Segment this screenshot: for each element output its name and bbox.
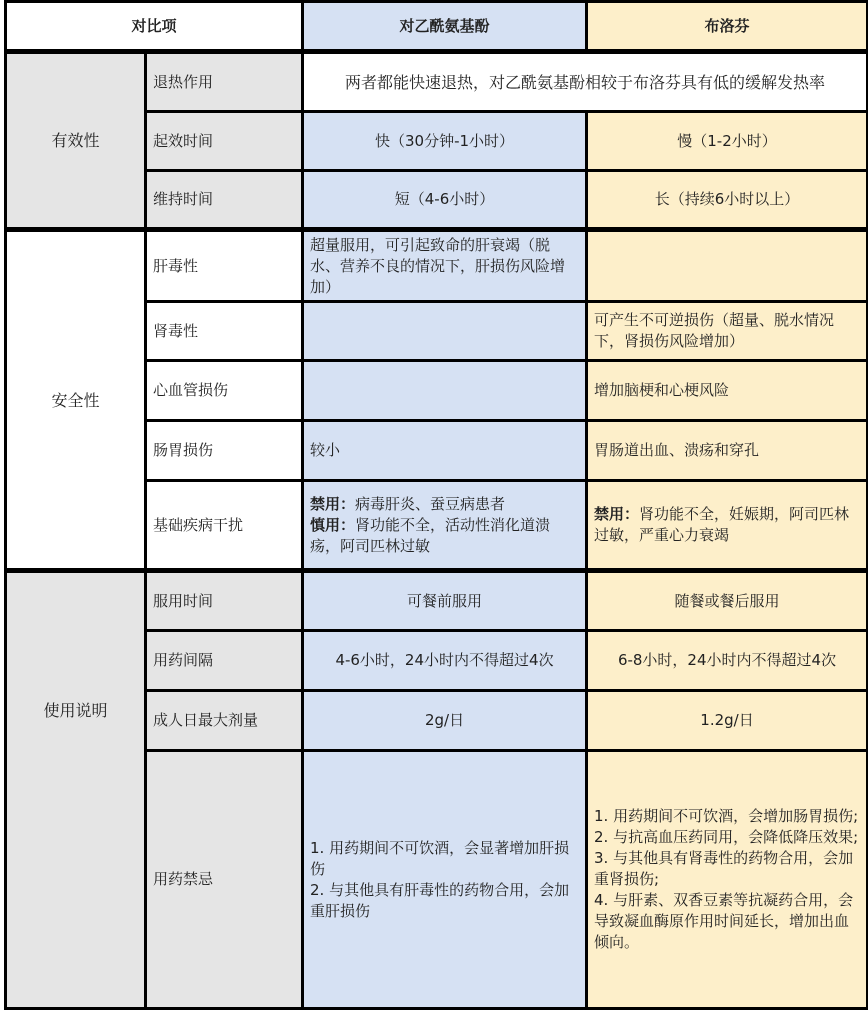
drug-a-value: 4-6小时，24小时内不得超过4次 xyxy=(303,631,587,691)
category-usage-label: 使用说明 xyxy=(43,700,108,720)
drug-b-value: 增加脑梗和心梗风险 xyxy=(587,361,868,421)
item-label: 心血管损伤 xyxy=(146,361,303,421)
drug-a-value: 超量服用，可引起致命的肝衰竭（脱水、营养不良的情况下，肝损伤风险增加） xyxy=(303,230,587,302)
drug-b-value: 长（持续6小时以上） xyxy=(587,171,868,230)
drug-a-value: 可餐前服用 xyxy=(303,571,587,631)
item-label: 成人日最大剂量 xyxy=(146,691,303,751)
category-efficacy: 有效性 xyxy=(6,52,146,230)
drug-b-value: 可产生不可逆损伤（超量、脱水情况下，肾损伤风险增加） xyxy=(587,302,868,361)
drug-b-value: 1.2g/日 xyxy=(587,691,868,751)
caution-line xyxy=(310,515,579,557)
drug-b-value: 慢（1-2小时） xyxy=(587,112,868,171)
drug-a-value xyxy=(303,302,587,361)
shared-value: 两者都能快速退热，对乙酰氨基酚相较于布洛芬具有低的缓解发热率 xyxy=(303,52,868,112)
drug-comparison-table xyxy=(4,0,868,1010)
contraindication-item: 2. 与抗高血压药同用，会降低降压效果; xyxy=(594,828,859,846)
contraindication-line xyxy=(310,494,579,515)
drug-b-value: 胃肠道出血、溃疡和穿孔 xyxy=(587,421,868,481)
item-label: 肾毒性 xyxy=(146,302,303,361)
table-row xyxy=(6,230,868,302)
header-compare-item: 对比项 xyxy=(6,2,303,52)
category-usage xyxy=(6,571,146,1009)
drug-a-value: 短（4-6小时） xyxy=(303,171,587,230)
caution-text: 肾功能不全，活动性消化道溃疡，阿司匹林过敏 xyxy=(310,515,551,555)
table-row xyxy=(6,52,868,112)
drug-a-value: 2g/日 xyxy=(303,691,587,751)
item-label: 用药间隔 xyxy=(146,631,303,691)
contraindication-line xyxy=(594,504,860,546)
drug-b-value xyxy=(587,230,868,302)
contraindicated-label: 禁用： xyxy=(594,505,640,523)
item-label: 肝毒性 xyxy=(146,230,303,302)
item-label: 起效时间 xyxy=(146,112,303,171)
drug-b-value xyxy=(587,751,868,1009)
contraindication-item: 3. 与其他具有肾毒性的药物合用，会加重肾损伤; xyxy=(594,849,854,888)
item-label: 肠胃损伤 xyxy=(146,421,303,481)
category-safety: 安全性 xyxy=(6,230,146,571)
contraindicated-text: 肾功能不全，妊娠期，阿司匹林过敏，严重心力衰竭 xyxy=(594,505,850,544)
item-label: 用药禁忌 xyxy=(146,751,303,1009)
header-row xyxy=(6,2,868,52)
drug-b-value xyxy=(587,481,868,571)
contraindication-item: 2. 与其他具有肝毒性的药物合用，会加重肝损伤 xyxy=(310,880,570,920)
drug-a-value: 快（30分钟-1小时） xyxy=(303,112,587,171)
drug-a-value xyxy=(303,481,587,571)
contraindication-item: 1. 用药期间不可饮酒，会显著增加肝损伤 xyxy=(310,838,570,878)
contraindication-item: 4. 与肝素、双香豆素等抗凝药合用，会导致凝血酶原作用时间延长，增加出血倾向。 xyxy=(594,891,854,951)
drug-a-value: 较小 xyxy=(303,421,587,481)
comparison-table-container xyxy=(4,0,866,1010)
drug-b-value: 随餐或餐后服用 xyxy=(587,571,868,631)
drug-a-value xyxy=(303,751,587,1009)
header-drug-a: 对乙酰氨基酚 xyxy=(303,2,587,52)
item-label: 服用时间 xyxy=(146,571,303,631)
contraindicated-text: 病毒肝炎、蚕豆病患者 xyxy=(355,494,506,513)
contraindication-item: 1. 用药期间不可饮酒，会增加肠胃损伤; xyxy=(594,807,859,825)
drug-a-value xyxy=(303,361,587,421)
header-drug-b: 布洛芬 xyxy=(587,2,868,52)
item-label: 维持时间 xyxy=(146,171,303,230)
drug-b-value: 6-8小时，24小时内不得超过4次 xyxy=(587,631,868,691)
caution-label: 慎用： xyxy=(310,515,356,534)
item-label: 退热作用 xyxy=(146,52,303,112)
contraindicated-label: 禁用： xyxy=(310,494,356,513)
item-label: 基础疾病干扰 xyxy=(146,481,303,571)
table-row xyxy=(6,571,868,631)
